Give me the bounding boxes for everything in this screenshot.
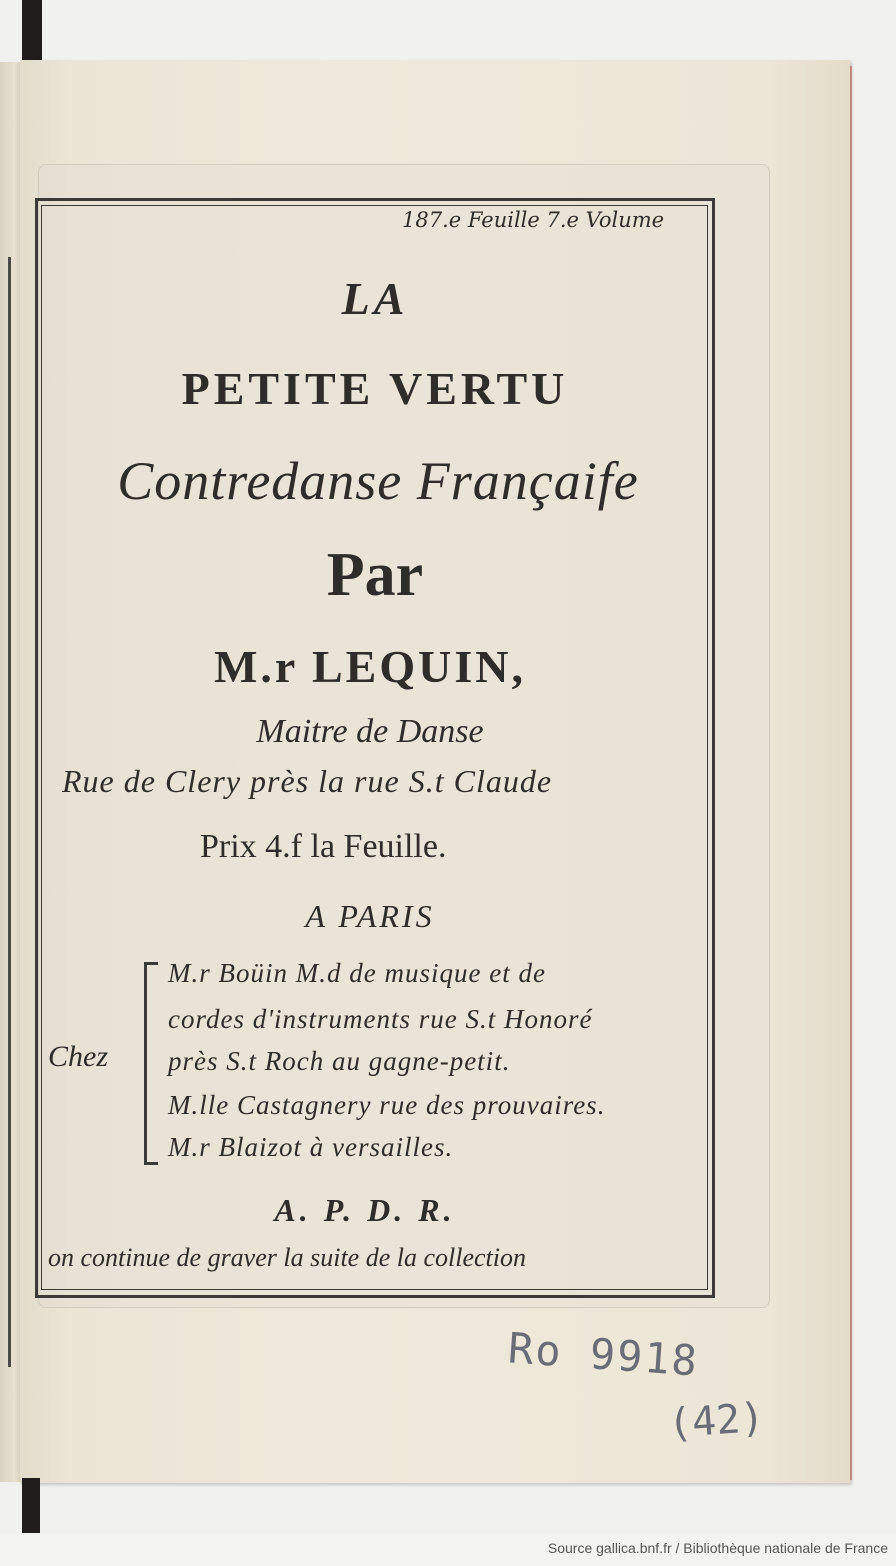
seller-line: M.r Blaizot à versailles.	[168, 1132, 454, 1162]
seller-line: près S.t Roch au gagne-petit.	[168, 1046, 511, 1076]
source-credit: Source gallica.bnf.fr / Bibliothèque nationale de France	[547, 1540, 888, 1556]
collection-note: on continue de graver la suite de la collection	[48, 1243, 526, 1272]
seller-line: M.r Boüin M.d de musique et de	[168, 958, 546, 988]
sellers-bracket	[144, 962, 158, 1165]
feuille-volume-header: 187.e Feuille 7.e Volume	[402, 208, 665, 232]
subtitle: Contredanse Françaife	[117, 451, 639, 511]
author-role: Maitre de Danse	[256, 713, 484, 750]
privilege-mark: A. P. D. R.	[274, 1192, 456, 1228]
author-name: M.r LEQUIN,	[214, 641, 526, 692]
price: Prix 4.f la Feuille.	[200, 828, 447, 865]
seller-line: M.lle Castagnery rue des prouvaires.	[168, 1090, 606, 1120]
shelfmark-annotation: Ro 9918	[506, 1323, 701, 1386]
chez-label: Chez	[48, 1040, 108, 1073]
author-address: Rue de Clery près la rue S.t Claude	[62, 763, 553, 799]
bookmark-ribbon-top	[22, 0, 42, 66]
par-label: Par	[326, 541, 424, 609]
item-number-annotation: (42)	[666, 1394, 766, 1448]
title-main: PETITE VERTU	[181, 363, 569, 414]
bookmark-ribbon-bottom	[22, 1478, 40, 1533]
publication-city: A PARIS	[305, 898, 435, 934]
title-article: LA	[341, 273, 409, 324]
seller-line: cordes d'instruments rue S.t Honoré	[168, 1004, 593, 1034]
